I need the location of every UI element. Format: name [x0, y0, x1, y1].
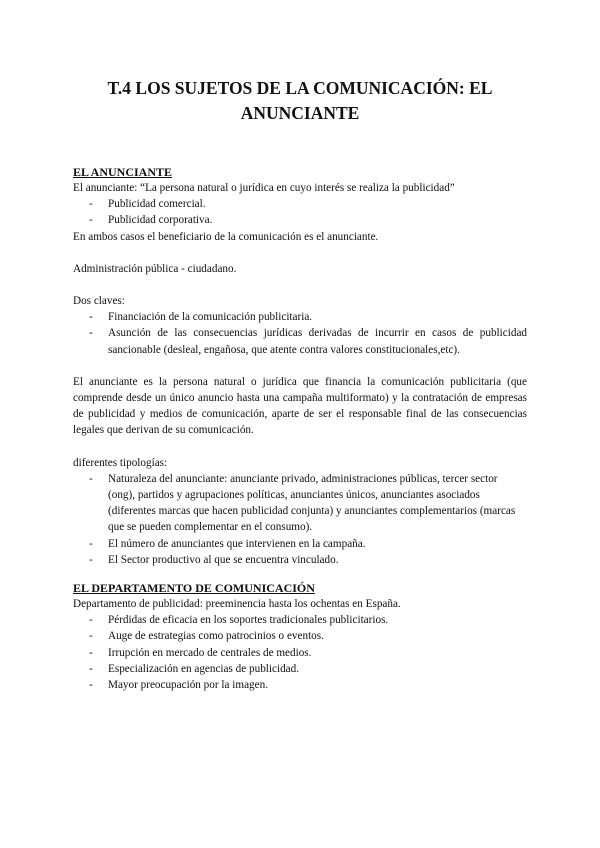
- list-item: - Pérdidas de eficacia en los soportes tradicionales publicitarios.: [89, 612, 527, 628]
- beneficiary-text: En ambos casos el beneficiario de la comunicación es el anunciante.: [73, 230, 379, 243]
- section-heading: EL ANUNCIANTE: [73, 165, 173, 179]
- list-item: - Naturaleza del anunciante: anunciante privado, administraciones públicas, tercer sector (ong), partidos y agrupaciones políticas, anunciantes únicos, anunciantes asociados (diferentes marcas que hacen publicidad conjunta) y anunciantes complementarios (marcas que se pueden complementar en el consumo).: [89, 471, 527, 536]
- title-line-2: ANUNCIANTE: [240, 103, 360, 123]
- title-line-1: T.4 LOS SUJETOS DE LA COMUNICACIÓN: EL: [107, 78, 493, 98]
- definition-text: El anunciante: “La persona natural o jurídica en cuyo interés se realiza la publicidad”: [73, 182, 455, 194]
- summary-paragraph: El anunciante es la persona natural o jurídica que financia la comunicación publicitaria (que comprende desde un único anuncio hasta una campaña multiformato) y la contratación de empresas de publicidad y medios de comunicación, aparte de ser el responsable final de las consecuencias legales que derivan de su comunicación.: [73, 375, 527, 437]
- types-list: [73, 196, 527, 228]
- keys-list: [73, 309, 527, 358]
- list-item: - Especialización en agencias de publicidad.: [89, 661, 527, 677]
- list-item: - Mayor preocupación por la imagen.: [89, 677, 527, 693]
- list-item: - Financiación de la comunicación publicitaria.: [89, 309, 527, 325]
- list-item: - Publicidad corporativa.: [89, 212, 527, 228]
- typologies-label: diferentes tipologías:: [73, 456, 168, 469]
- typologies-list: [73, 471, 527, 568]
- intro-text: Departamento de publicidad: preeminencia hasta los ochentas en España.: [73, 598, 401, 611]
- section-anunciante: [73, 164, 527, 568]
- document-title: [73, 72, 527, 126]
- list-item: - Asunción de las consecuencias jurídicas derivadas de incurrir en casos de publicidad sancionable (desleal, engañosa, que atente contra valores constitucionales,etc).: [89, 325, 527, 357]
- department-list: [73, 612, 527, 693]
- list-item: - Auge de estrategias como patrocinios o eventos.: [89, 628, 527, 644]
- section-heading: EL DEPARTAMENTO DE COMUNICACIÓN: [73, 581, 315, 596]
- keys-label: Dos claves:: [73, 295, 125, 308]
- admin-text: Administración pública - ciudadano.: [73, 262, 237, 275]
- list-item: - Irrupción en mercado de centrales de medios.: [89, 645, 527, 661]
- list-item: - Publicidad comercial.: [89, 196, 527, 212]
- section-departamento: [73, 580, 527, 693]
- list-item: - El Sector productivo al que se encuentra vinculado.: [89, 552, 527, 568]
- list-item: - El número de anunciantes que intervienen en la campaña.: [89, 536, 527, 552]
